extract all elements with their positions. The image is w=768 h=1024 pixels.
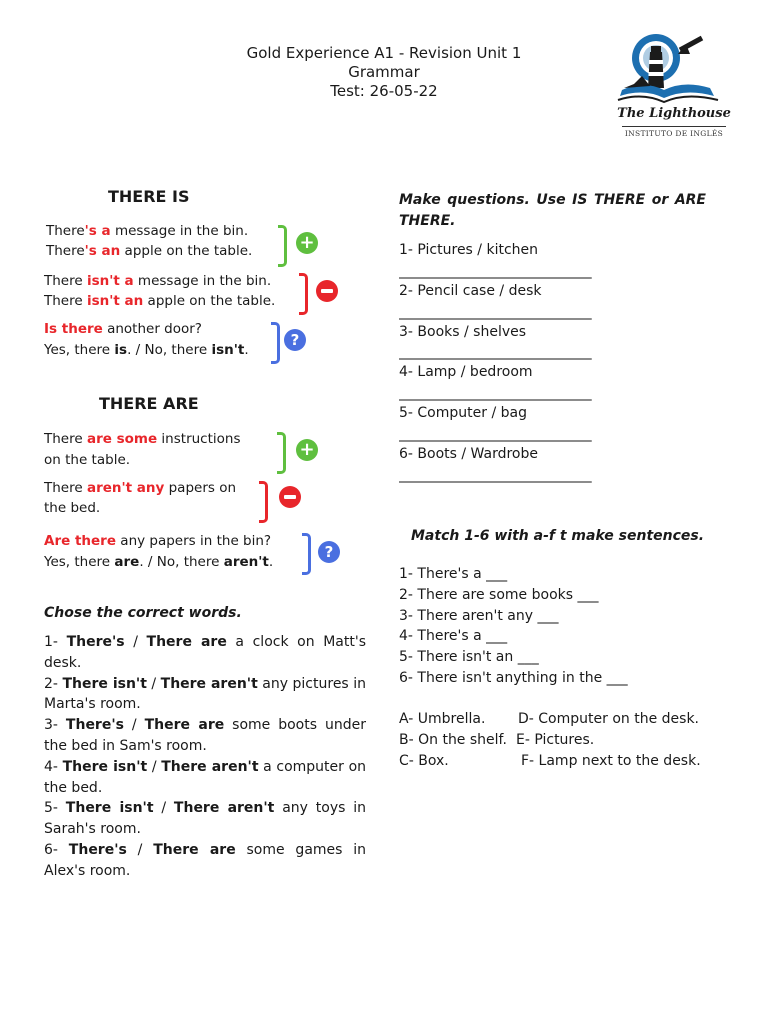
match-list bbox=[399, 564, 719, 689]
question-icon: ? bbox=[318, 541, 340, 563]
item-text: a computer on the bed. bbox=[44, 758, 367, 796]
item-number: 6- bbox=[44, 841, 58, 858]
option[interactable]: There aren't bbox=[161, 758, 259, 775]
plus-icon: + bbox=[296, 439, 318, 461]
list-item bbox=[44, 715, 366, 757]
there-are-answer bbox=[44, 552, 273, 572]
grammar-text: There bbox=[44, 293, 87, 309]
option-d: D- Computer on the desk. bbox=[518, 711, 699, 727]
option-a: A- Umbrella. bbox=[399, 711, 486, 727]
list-item bbox=[44, 674, 366, 716]
option[interactable]: There's bbox=[65, 717, 124, 734]
option[interactable]: There's bbox=[66, 634, 125, 650]
there-are-negative bbox=[44, 478, 236, 498]
grammar-text: isn't bbox=[211, 342, 245, 358]
list-item: 1- There's a ___ bbox=[399, 566, 508, 582]
item-text: any pictures in Marta's room. bbox=[44, 675, 366, 713]
grammar-text: Yes, there bbox=[44, 554, 115, 570]
questions-title: Make questions. Use IS THERE or ARE THERE. bbox=[399, 192, 706, 229]
there-is-question bbox=[44, 319, 202, 339]
answer-line[interactable]: ______________________________ bbox=[399, 425, 592, 442]
item-number: 5- bbox=[44, 800, 58, 817]
answer-line[interactable]: ______________________________ bbox=[399, 385, 592, 402]
highlight: aren't any bbox=[86, 480, 165, 496]
there-are-positive-2: on the table. bbox=[44, 452, 131, 468]
grammar-text: . bbox=[244, 342, 249, 358]
grammar-text: . / No, there bbox=[139, 554, 224, 570]
option-f: F- Lamp next to the desk. bbox=[521, 753, 701, 769]
grammar-text: apple on the table. bbox=[120, 243, 253, 259]
option[interactable]: There aren't bbox=[173, 800, 275, 817]
logo-subtitle: INSTITUTO DE INGLÉS bbox=[622, 126, 726, 138]
item-text: some games in Alex's room. bbox=[44, 841, 367, 879]
grammar-text: . bbox=[268, 554, 274, 570]
option-c: C- Box. bbox=[399, 753, 449, 769]
list-item: 1- Pictures / kitchen bbox=[399, 242, 539, 258]
highlight: 's a bbox=[84, 223, 111, 239]
question-bracket bbox=[302, 533, 311, 575]
there-is-heading: THERE IS bbox=[108, 187, 190, 206]
answer-line[interactable]: ______________________________ bbox=[399, 303, 592, 320]
grammar-text: are bbox=[114, 554, 140, 570]
list-item bbox=[44, 757, 366, 799]
test-date: Test: 26-05-22 bbox=[330, 82, 438, 100]
list-item bbox=[44, 632, 366, 674]
option-e: E- Pictures. bbox=[516, 732, 595, 748]
list-item: 4- There's a ___ bbox=[399, 628, 508, 645]
option[interactable]: There isn't bbox=[62, 675, 147, 692]
grammar-text: is bbox=[114, 342, 128, 358]
match-options bbox=[399, 709, 729, 772]
question-icon: ? bbox=[284, 329, 306, 351]
minus-icon bbox=[279, 486, 301, 508]
grammar-text: There bbox=[46, 223, 85, 239]
option[interactable]: There aren't bbox=[160, 675, 258, 692]
positive-bracket bbox=[278, 225, 287, 267]
list-item: 2- There are some books ___ bbox=[399, 586, 599, 603]
option[interactable]: There are bbox=[153, 841, 236, 858]
item-number: 3- bbox=[44, 717, 58, 734]
questions-list bbox=[399, 240, 699, 485]
options-row bbox=[399, 751, 729, 772]
grammar-text: message in the bin. bbox=[110, 223, 249, 239]
separator: / bbox=[153, 800, 174, 817]
highlight: Is there bbox=[44, 321, 103, 337]
section-title: Grammar bbox=[348, 63, 420, 81]
highlight: are some bbox=[86, 431, 158, 447]
list-item bbox=[44, 840, 366, 882]
grammar-text: aren't bbox=[223, 554, 269, 570]
choose-list bbox=[44, 632, 366, 882]
separator: / bbox=[146, 675, 161, 692]
grammar-text: another door? bbox=[102, 321, 202, 337]
positive-bracket bbox=[277, 432, 286, 474]
list-item: 3- Books / shelves bbox=[399, 323, 527, 340]
there-is-answer bbox=[44, 340, 249, 360]
option[interactable]: There are bbox=[144, 717, 225, 734]
answer-line[interactable]: ______________________________ bbox=[399, 466, 592, 483]
there-are-positive bbox=[44, 429, 241, 449]
item-number: 4- bbox=[44, 758, 58, 775]
answer-line[interactable]: ______________________________ bbox=[399, 262, 592, 279]
list-item: 2- Pencil case / desk bbox=[399, 282, 542, 299]
option[interactable]: There isn't bbox=[62, 758, 148, 775]
separator: / bbox=[124, 634, 147, 650]
grammar-text: . / No, there bbox=[127, 342, 212, 358]
there-is-positive-1 bbox=[46, 221, 248, 241]
answer-line[interactable]: ______________________________ bbox=[399, 344, 592, 361]
option-b: B- On the shelf. bbox=[399, 732, 507, 748]
highlight: 's an bbox=[84, 243, 121, 259]
negative-bracket bbox=[259, 481, 268, 523]
grammar-text: any papers in the bin? bbox=[116, 533, 272, 549]
option[interactable]: There's bbox=[68, 841, 127, 858]
option[interactable]: There are bbox=[146, 634, 227, 650]
list-item: 5- There isn't an ___ bbox=[399, 649, 539, 666]
separator: / bbox=[147, 758, 162, 775]
grammar-text: Yes, there bbox=[44, 342, 115, 358]
list-item bbox=[44, 798, 366, 840]
grammar-text: instructions bbox=[157, 431, 241, 447]
options-row bbox=[399, 730, 729, 751]
question-bracket bbox=[271, 322, 280, 364]
item-number: 1- bbox=[44, 634, 58, 650]
list-item: 5- Computer / bag bbox=[399, 405, 527, 422]
grammar-text: There bbox=[44, 273, 87, 289]
lighthouse-icon bbox=[614, 30, 734, 108]
list-item: 3- There aren't any ___ bbox=[399, 607, 559, 624]
grammar-text: papers on bbox=[164, 480, 237, 496]
grammar-text: There bbox=[44, 480, 87, 496]
match-title: Match 1-6 with a-f t make sentences. bbox=[411, 528, 705, 544]
grammar-text: There bbox=[44, 431, 87, 447]
highlight: isn't an bbox=[86, 293, 144, 309]
there-are-question bbox=[44, 531, 271, 551]
item-text: a clock on Matt's desk. bbox=[44, 634, 366, 671]
list-item: 4- Lamp / bedroom bbox=[399, 364, 533, 381]
item-text: any toys in Sarah's room. bbox=[44, 800, 367, 838]
plus-icon: + bbox=[296, 232, 318, 254]
there-are-negative-2: the bed. bbox=[44, 500, 101, 516]
logo-name: The Lighthouse bbox=[617, 106, 731, 121]
there-is-negative-1 bbox=[44, 271, 271, 291]
grammar-text: There bbox=[46, 243, 85, 259]
separator: / bbox=[126, 841, 154, 858]
lighthouse-logo bbox=[614, 30, 734, 142]
highlight: isn't a bbox=[86, 273, 134, 289]
grammar-text: message in the bin. bbox=[133, 273, 272, 289]
there-is-positive-2 bbox=[46, 241, 252, 261]
there-is-negative-2 bbox=[44, 291, 275, 311]
highlight: Are there bbox=[44, 533, 116, 549]
item-text: some boots under the bed in Sam's room. bbox=[44, 717, 366, 754]
list-item: 6- Boots / Wardrobe bbox=[399, 445, 538, 462]
grammar-text: apple on the table. bbox=[143, 293, 276, 309]
course-title: Gold Experience A1 - Revision Unit 1 bbox=[246, 44, 522, 62]
options-row bbox=[399, 709, 729, 730]
option[interactable]: There isn't bbox=[65, 800, 154, 817]
separator: / bbox=[123, 717, 145, 734]
list-item: 6- There isn't anything in the ___ bbox=[399, 669, 628, 686]
item-number: 2- bbox=[44, 675, 58, 692]
there-are-heading: THERE ARE bbox=[99, 394, 199, 413]
choose-title: Chose the correct words. bbox=[44, 605, 242, 621]
negative-bracket bbox=[299, 273, 308, 315]
minus-icon bbox=[316, 280, 338, 302]
